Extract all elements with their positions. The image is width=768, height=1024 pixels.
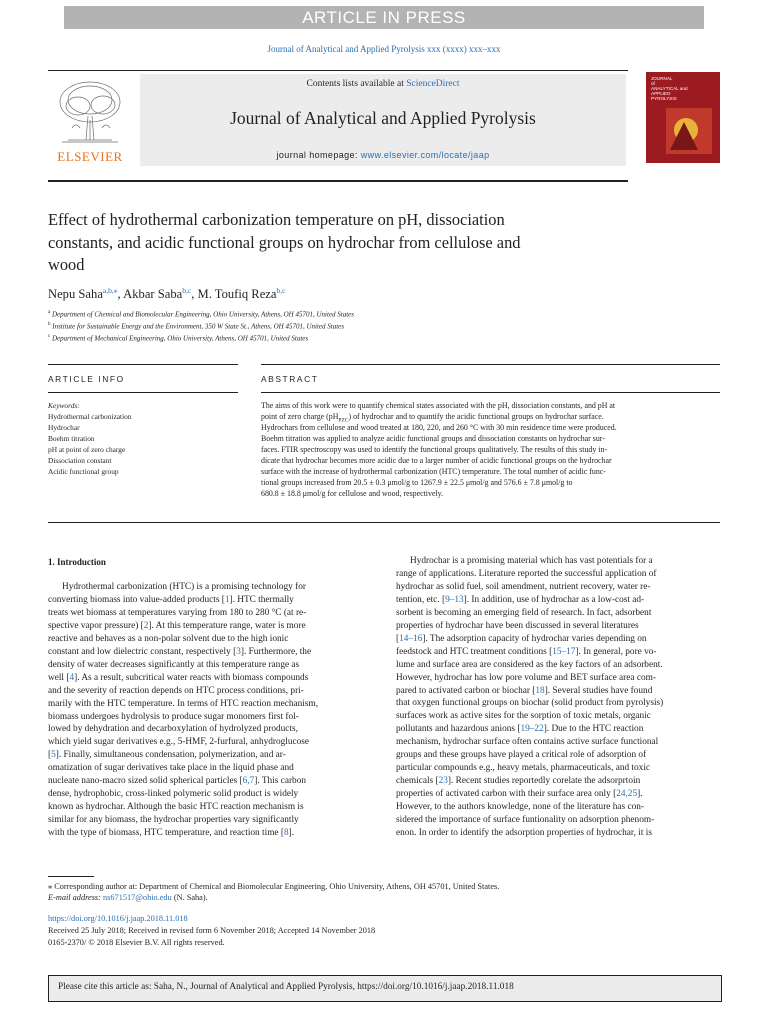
abstract-line: Boehm titration was applied to analyze acidic functional groups and dissociation constants on hydrochar sur- [261,434,605,443]
body-text-line: with the type of biomass, HTC temperature, and reaction time [8]. [48,828,295,839]
cover-line: APPLIED [651,91,671,96]
affiliation-text: Department of Chemical and Biomolecular Engineering, Ohio University, Athens, OH 45701, United States [51,310,354,319]
author-separator: , [117,287,124,302]
affiliation [48,322,344,330]
copyright-line: 0165-2370/ © 2018 Elsevier B.V. All rights reserved. [48,938,225,947]
abstract-divider [261,392,720,393]
body-text-line: However, to the authors knowledge, none of the literature has con- [396,802,644,813]
contents-availability-line [140,79,626,89]
body-text-line: pared to activated carbon or biochar [18]. Several studies have found [396,685,653,696]
cover-line: PYROLYSIS [651,96,677,101]
body-text-line: treats wet biomass at temperatures varying from 180 to 280 °C (at re- [48,607,307,618]
body-text-line: tention, etc. [9–13]. In addition, use of hydrochar as a low-cost ad- [396,594,645,605]
body-text-line: dense, hydrophobic, cross-linked polymeric solid product is widely [48,789,299,800]
header-top-rule [48,70,628,71]
body-text-line: Hydrothermal carbonization (HTC) is a promising technology for [62,582,306,592]
journal-name: Journal of Analytical and Applied Pyrolysis [230,108,536,128]
corresponding-author-note: ⁎ Corresponding author at: Department of Chemical and Biomolecular Engineering, Ohio University, Athens, OH 45701, United States. [48,882,500,891]
keywords-label: Keywords: [48,401,80,410]
author-affiliation-marker[interactable]: b,c [276,286,286,295]
body-text-line: lowed by dehydration and decarboxylation of hydrolyzed products, [48,724,298,735]
author-list [48,286,648,302]
body-text-line: spective vapor pressure) [2]. At this temperature range, water is more [48,620,306,631]
body-text-line: marily with the HTC temperature. In terms of HTC reaction mechanism, [48,698,319,709]
email-label: E-mail address: [48,893,101,902]
body-text-line: chemicals [23]. Recent studies reportedly corelate the adsorprtoin [396,776,641,787]
body-text-line: surfaces work as active sites for the sorption of toxic metals, organic [396,711,651,722]
body-text-line: particular compounds e.g., heavy metals, pharmaceuticals, and toxic [396,763,651,774]
body-text-line: groups and these groups have played a critical role of adsorption of [396,750,647,761]
footnote-rule [48,876,94,877]
contents-prefix: Contents lists available at [306,79,404,89]
doi-link[interactable]: https://doi.org/10.1016/j.jaap.2018.11.018 [48,914,188,923]
cover-line: ANALYTICAL and [651,86,688,91]
body-text-line: which yield sugar derivatives e.g., 5-HMF, 2-furfural, anhydroglucose [48,737,310,748]
body-text-line: sorbent is becoming an emerging field of research. In fact, adsorbent [396,607,652,618]
abstract-heading: ABSTRACT [261,374,319,384]
sciencedirect-link[interactable]: ScienceDirect [406,79,460,89]
abstract-line: tional groups increased from 20.5 ± 0.3 μmol/g to 1267.9 ± 22.5 μmol/g and 576.6 ± 7.8 μmol/g to [261,478,573,487]
body-text-line: feedstock and HTC treatment conditions [15–17]. In general, pore vo- [396,646,657,657]
email-line [48,893,208,902]
body-text-line: lume and surface area are considered as the key factors of an adsorbent. [396,659,663,670]
body-text-line: properties of hydrochar have been discussed in several literatures [396,620,639,631]
elsevier-wordmark: ELSEVIER [57,149,123,164]
keyword: Hydrochar [48,423,80,432]
title-line: Effect of hydrothermal carbonization temperature on pH, dissociation [48,210,505,229]
article-info-heading: ARTICLE INFO [48,374,125,384]
affiliation-text: Institute for Sustainable Energy and the Environment, 350 W State St., Athens, OH 45701, United States [52,322,345,331]
body-text-line: range of applications. Literature reported the successful application of [396,568,657,579]
title-line: wood [48,255,85,274]
introduction-heading: 1. Introduction [48,557,106,567]
body-text-line: known as hydrochar. Although the basic HTC reaction mechanism is [48,802,304,813]
body-text-line: properties of activated carbon with their surface area only [24,25]. [396,789,643,800]
journal-cover-thumbnail [646,72,720,163]
body-text-line: similar for any biomass, the hydrochar properties vary significantly [48,815,299,826]
abstract-line: 680.8 ± 18.8 μmol/g for cellulose and wood, respectively. [261,489,444,498]
homepage-prefix: journal homepage: [276,150,358,160]
affiliation [48,334,308,342]
body-text-line: pollutants and hazardous anions [19–22]. Due to the HTC reaction [396,724,644,735]
abstract-line: surface with the increase of hydrothermal carbonization (HTC) temperature. The total number of acidic func- [261,467,606,476]
body-text-line: that oxygen functional groups on biochar (solid product from pyrolysis) [396,698,664,709]
body-text-line: Hydrochar is a promising material which has vast potentials for a [410,556,653,566]
affiliation-marker: c [48,334,51,339]
keyword: Boehm titration [48,434,95,443]
received-dates: Received 25 July 2018; Received in revised form 6 November 2018; Accepted 14 November 2018 [48,926,376,935]
keyword: Hydrothermal carbonization [48,412,132,421]
abstract-line: point of zero charge $(pH_{PZC})$ of hydrochar and to quantify the acidic functional groups on hydrochar surface. [261,412,604,424]
body-text-line: enon. In order to identify the adsorption properties of hydrochar, it is [396,827,653,838]
article-info-divider [48,392,238,393]
cite-notice-text: Please cite this article as: Saha, N., Journal of Analytical and Applied Pyrolysis, https://doi.org/10.1016/j.jaap.2018.11.018 [58,982,514,992]
keyword: pH at point of zero charge [48,445,126,454]
affiliation-marker: b [48,322,51,327]
affiliation-marker: a [48,310,51,315]
body-text-line: hydrochar as solid fuel, soil amendment, nutrient recovery, water re- [396,581,651,592]
journal-homepage-link[interactable]: www.elsevier.com/locate/jaap [360,150,490,160]
author-affiliation-marker[interactable]: a,b,⁎ [102,286,118,295]
abstract-line: Hydrochars from cellulose and wood treated at 180, 220, and 260 °C with 30 min residence time were produced. [261,423,617,432]
body-text-line: omatization of sugar derivatives take place in the liquid phase and [48,763,294,774]
body-text-line: [5]. Finally, simultaneous condensation, polymerization, and ar- [48,750,286,761]
abstract-bottom-rule [48,522,720,523]
body-text-line: and the severity of reaction depends on HTC process conditions, pri- [48,685,304,696]
body-text-line: biomass undergoes hydrolysis to produce sugar monomers first fol- [48,711,299,722]
journal-homepage-line [140,150,626,160]
abstract-line: faces. FTIR spectroscopy was used to identify the functional groups qualitatively. The results of this study in- [261,445,608,454]
cover-line: of [651,81,655,86]
body-text-line: However, hydrochar has low pore volume and BET surface area com- [396,672,656,683]
body-text-line: [14–16]. The adsorption capacity of hydrochar varies depending on [396,633,647,644]
body-text-line: nucleate nano-macro sized solid spherical particles [6,7]. This carbon [48,776,306,787]
header-bottom-rule [48,180,628,182]
article-info-top-rule [48,364,238,365]
email-suffix: (N. Saha). [173,893,208,902]
abstract-top-rule [261,364,720,365]
author-separator: , [191,287,198,302]
cover-line: JOURNAL [651,76,673,81]
body-text-line: reactive and behaves as a non-polar solvent due to the high ionic [48,633,289,644]
title-line: constants, and acidic functional groups on hydrochar from cellulose and [48,232,521,252]
author-name[interactable]: Akbar Saba [123,287,183,302]
body-text-line: well [4]. As a result, subcritical water reacts with biomass compounds [48,672,309,683]
affiliation [48,310,354,318]
article-title [48,209,628,277]
abstract-line: dicate that hydrochar becomes more acidic due to a larger number of acidic functional groups on the hydrochar [261,456,612,465]
keyword: Dissociation constant [48,456,112,465]
author-affiliation-marker[interactable]: b,c [182,286,192,295]
affiliation-text: Department of Mechanical Engineering, Ohio University, Athens, OH 45701, United States [51,334,309,343]
body-text-line: mechanism, hydrochar surface often contains active surface functional [396,737,659,748]
body-text-line: density of water decreases significantly at this temperature range as [48,659,300,670]
journal-citation-link[interactable]: Journal of Analytical and Applied Pyrolysis xxx (xxxx) xxx–xxx [267,44,501,54]
body-text-line: constant and low dielectric constant, respectively [3]. Furthermore, the [48,646,312,657]
body-text-line: sidered the importance of surface funtionality on adsorption phenom- [396,815,655,825]
author-name[interactable]: Nepu Saha [48,287,103,302]
email-link[interactable]: ns671517@ohio.edu [103,893,172,902]
body-text-line: converting biomass into value-added products [1]. HTC thermally [48,594,294,605]
abstract-line: The aims of this work were to quantify chemical states associated with the pH, dissociation constants, and pH at [261,401,616,410]
author-name[interactable]: M. Toufiq Reza [197,287,277,302]
article-in-press-banner: ARTICLE IN PRESS [64,6,704,29]
keyword: Acidic functional group [48,467,119,476]
